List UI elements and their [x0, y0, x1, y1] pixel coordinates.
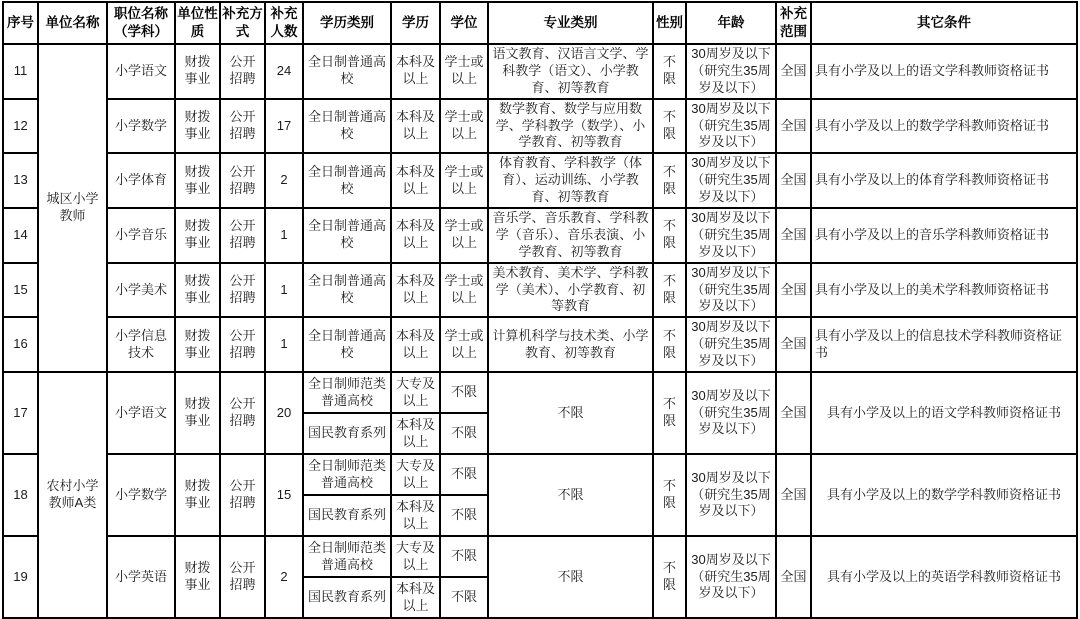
cell-education: 本科及以上: [391, 577, 440, 618]
cell-other-conditions: 具有小学及以上的语文学科教师资格证书: [811, 44, 1077, 99]
cell-count: 15: [265, 454, 303, 536]
cell-edu-category: 全日制普通高校: [303, 263, 391, 318]
cell-nature: 财拨事业: [175, 153, 220, 208]
cell-other-conditions: 具有小学及以上的语文学科教师资格证书: [811, 372, 1077, 454]
cell-age: 30周岁及以下（研究生35周岁及以下）: [686, 44, 776, 99]
cell-degree: 学士或以上: [440, 153, 488, 208]
cell-unit-urban: 城区小学教师: [38, 44, 107, 372]
cell-unit-rural: 农村小学教师A类: [38, 372, 107, 618]
cell-method: 公开招聘: [220, 263, 265, 318]
cell-other-conditions: 具有小学及以上的数学学科教师资格证书: [811, 454, 1077, 536]
cell-major: 音乐学、音乐教育、学科教学（音乐）、音乐表演、小学教育、初等教育: [488, 208, 653, 263]
cell-edu-category: 全日制普通高校: [303, 99, 391, 154]
cell-method: 公开招聘: [220, 372, 265, 454]
cell-major: 不限: [488, 454, 653, 536]
cell-edu-category: 全日制普通高校: [303, 153, 391, 208]
cell-position: 小学数学: [107, 99, 175, 154]
cell-age: 30周岁及以下（研究生35周岁及以下）: [686, 317, 776, 372]
cell-gender: 不限: [653, 536, 686, 618]
cell-education: 本科及以上: [391, 263, 440, 318]
table-row: [3, 44, 1077, 99]
cell-count: 2: [265, 536, 303, 618]
col-header-nature: 单位性质: [175, 2, 220, 44]
cell-edu-category: 全日制师范类普通高校: [303, 536, 391, 577]
cell-position: 小学信息技术: [107, 317, 175, 372]
cell-count: 1: [265, 208, 303, 263]
cell-gender: 不限: [653, 372, 686, 454]
table-row: [3, 153, 1077, 208]
cell-education: 本科及以上: [391, 413, 440, 454]
cell-method: 公开招聘: [220, 317, 265, 372]
cell-gender: 不限: [653, 454, 686, 536]
col-header-scope: 补充范围: [776, 2, 811, 44]
cell-degree: 学士或以上: [440, 99, 488, 154]
cell-degree: 不限: [440, 372, 488, 413]
cell-nature: 财拨事业: [175, 372, 220, 454]
cell-seq: 17: [3, 372, 38, 454]
cell-method: 公开招聘: [220, 44, 265, 99]
cell-edu-category: 全日制普通高校: [303, 208, 391, 263]
col-header-major: 专业类别: [488, 2, 653, 44]
cell-scope: 全国: [776, 44, 811, 99]
cell-edu-category: 全日制师范类普通高校: [303, 372, 391, 413]
cell-seq: 14: [3, 208, 38, 263]
cell-gender: 不限: [653, 44, 686, 99]
cell-nature: 财拨事业: [175, 317, 220, 372]
cell-count: 2: [265, 153, 303, 208]
cell-method: 公开招聘: [220, 208, 265, 263]
cell-edu-category: 全日制师范类普通高校: [303, 454, 391, 495]
cell-age: 30周岁及以下（研究生35周岁及以下）: [686, 208, 776, 263]
cell-age: 30周岁及以下（研究生35周岁及以下）: [686, 263, 776, 318]
col-header-other: 其它条件: [811, 2, 1077, 44]
cell-education: 本科及以上: [391, 153, 440, 208]
cell-method: 公开招聘: [220, 99, 265, 154]
cell-seq: 15: [3, 263, 38, 318]
cell-degree: 学士或以上: [440, 208, 488, 263]
cell-education: 大专及以上: [391, 536, 440, 577]
cell-gender: 不限: [653, 263, 686, 318]
col-header-education: 学历: [391, 2, 440, 44]
cell-degree: 学士或以上: [440, 44, 488, 99]
cell-seq: 11: [3, 44, 38, 99]
cell-edu-category: 全日制普通高校: [303, 44, 391, 99]
cell-scope: 全国: [776, 454, 811, 536]
cell-major: 数学教育、数学与应用数学、学科教学（数学）、小学教育、初等教育: [488, 99, 653, 154]
cell-education: 本科及以上: [391, 44, 440, 99]
cell-scope: 全国: [776, 263, 811, 318]
col-header-age: 年龄: [686, 2, 776, 44]
cell-education: 大专及以上: [391, 454, 440, 495]
cell-scope: 全国: [776, 99, 811, 154]
cell-major: 不限: [488, 536, 653, 618]
cell-seq: 16: [3, 317, 38, 372]
table-row: [3, 536, 1077, 577]
col-header-seq: 序号: [3, 2, 38, 44]
cell-degree: 不限: [440, 577, 488, 618]
cell-degree: 不限: [440, 536, 488, 577]
cell-education: 本科及以上: [391, 99, 440, 154]
cell-other-conditions: 具有小学及以上的英语学科教师资格证书: [811, 536, 1077, 618]
cell-nature: 财拨事业: [175, 44, 220, 99]
cell-age: 30周岁及以下（研究生35周岁及以下）: [686, 454, 776, 536]
cell-seq: 19: [3, 536, 38, 618]
table-row: [3, 372, 1077, 413]
cell-count: 1: [265, 263, 303, 318]
cell-education: 本科及以上: [391, 317, 440, 372]
cell-edu-category: 国民教育系列: [303, 413, 391, 454]
col-header-count: 补充人数: [265, 2, 303, 44]
cell-position: 小学数学: [107, 454, 175, 536]
cell-major: 体育教育、学科教学（体育）、运动训练、小学教育、初等教育: [488, 153, 653, 208]
cell-nature: 财拨事业: [175, 263, 220, 318]
table-row: [3, 263, 1077, 318]
cell-count: 17: [265, 99, 303, 154]
cell-education: 本科及以上: [391, 208, 440, 263]
cell-degree: 学士或以上: [440, 263, 488, 318]
cell-edu-category: 国民教育系列: [303, 577, 391, 618]
cell-other-conditions: 具有小学及以上的体育学科教师资格证书: [811, 153, 1077, 208]
cell-other-conditions: 具有小学及以上的美术学科教师资格证书: [811, 263, 1077, 318]
cell-gender: 不限: [653, 153, 686, 208]
cell-age: 30周岁及以下（研究生35周岁及以下）: [686, 372, 776, 454]
cell-seq: 12: [3, 99, 38, 154]
cell-degree: 不限: [440, 454, 488, 495]
cell-degree: 不限: [440, 495, 488, 536]
cell-education: 大专及以上: [391, 372, 440, 413]
cell-major: 计算机科学与技术类、小学教育、初等教育: [488, 317, 653, 372]
cell-position: 小学音乐: [107, 208, 175, 263]
header-row: [3, 2, 1077, 44]
col-header-position: 职位名称（学科）: [107, 2, 175, 44]
cell-age: 30周岁及以下（研究生35周岁及以下）: [686, 536, 776, 618]
col-header-unit: 单位名称: [38, 2, 107, 44]
cell-other-conditions: 具有小学及以上的数学学科教师资格证书: [811, 99, 1077, 154]
cell-count: 20: [265, 372, 303, 454]
table-row: [3, 208, 1077, 263]
cell-edu-category: 全日制普通高校: [303, 317, 391, 372]
cell-count: 1: [265, 317, 303, 372]
cell-scope: 全国: [776, 536, 811, 618]
recruitment-table: [2, 1, 1078, 619]
cell-position: 小学体育: [107, 153, 175, 208]
cell-nature: 财拨事业: [175, 536, 220, 618]
table-row: [3, 317, 1077, 372]
col-header-gender: 性别: [653, 2, 686, 44]
table-row: [3, 99, 1077, 154]
table-row: [3, 454, 1077, 495]
cell-degree: 学士或以上: [440, 317, 488, 372]
cell-position: 小学语文: [107, 44, 175, 99]
cell-major: 美术教育、美术学、学科教学（美术）、小学教育、初等教育: [488, 263, 653, 318]
cell-major: 语文教育、汉语言文学、学科教学（语文）、小学教育、初等教育: [488, 44, 653, 99]
cell-count: 24: [265, 44, 303, 99]
cell-nature: 财拨事业: [175, 454, 220, 536]
cell-other-conditions: 具有小学及以上的音乐学科教师资格证书: [811, 208, 1077, 263]
cell-scope: 全国: [776, 317, 811, 372]
cell-edu-category: 国民教育系列: [303, 495, 391, 536]
cell-method: 公开招聘: [220, 153, 265, 208]
cell-gender: 不限: [653, 317, 686, 372]
cell-other-conditions: 具有小学及以上的信息技术学科教师资格证书: [811, 317, 1077, 372]
cell-scope: 全国: [776, 208, 811, 263]
col-header-edu-category: 学历类别: [303, 2, 391, 44]
cell-method: 公开招聘: [220, 454, 265, 536]
col-header-degree: 学位: [440, 2, 488, 44]
cell-degree: 不限: [440, 413, 488, 454]
cell-seq: 18: [3, 454, 38, 536]
cell-scope: 全国: [776, 372, 811, 454]
cell-education: 本科及以上: [391, 495, 440, 536]
cell-major: 不限: [488, 372, 653, 454]
cell-scope: 全国: [776, 153, 811, 208]
cell-position: 小学英语: [107, 536, 175, 618]
cell-nature: 财拨事业: [175, 208, 220, 263]
cell-gender: 不限: [653, 99, 686, 154]
cell-age: 30周岁及以下（研究生35周岁及以下）: [686, 153, 776, 208]
cell-position: 小学美术: [107, 263, 175, 318]
cell-age: 30周岁及以下（研究生35周岁及以下）: [686, 99, 776, 154]
cell-position: 小学语文: [107, 372, 175, 454]
cell-seq: 13: [3, 153, 38, 208]
cell-gender: 不限: [653, 208, 686, 263]
col-header-method: 补充方式: [220, 2, 265, 44]
cell-method: 公开招聘: [220, 536, 265, 618]
cell-nature: 财拨事业: [175, 99, 220, 154]
